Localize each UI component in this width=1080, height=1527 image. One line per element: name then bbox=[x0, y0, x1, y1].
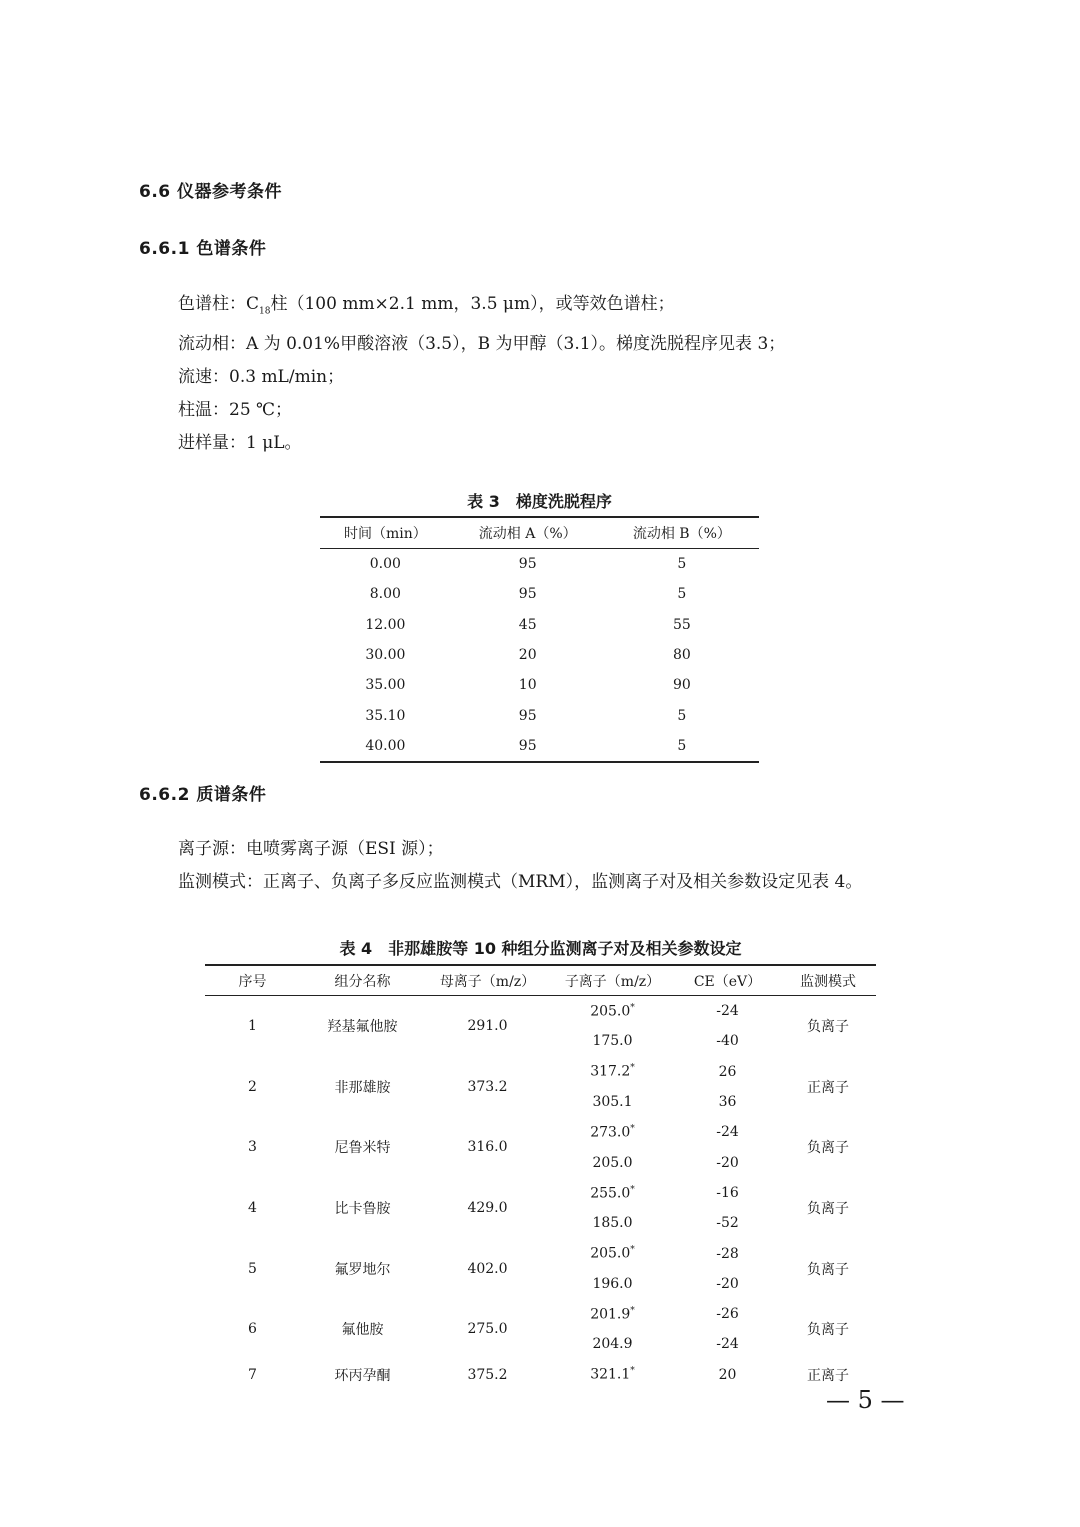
table-row bbox=[205, 1238, 876, 1268]
daughter-ion: 205.0* bbox=[590, 1002, 635, 1020]
compound-name: 羟基氟他胺 bbox=[327, 1019, 398, 1036]
row-number: 3 bbox=[248, 1139, 257, 1156]
monitor-mode: 负离子 bbox=[807, 1019, 849, 1036]
compound-name: 环丙孕酮 bbox=[334, 1367, 391, 1384]
compound-name: 氟他胺 bbox=[341, 1322, 384, 1339]
table-row bbox=[320, 670, 759, 700]
collision-energy: -52 bbox=[716, 1215, 739, 1232]
quantitative-ion-mark: * bbox=[630, 1124, 635, 1134]
table-header-row bbox=[320, 517, 759, 549]
monitor-mode: 负离子 bbox=[807, 1140, 849, 1157]
table-cell: 40.00 bbox=[365, 737, 406, 754]
table-cell: 5 bbox=[677, 737, 687, 754]
ms-conditions bbox=[178, 833, 862, 899]
table-row bbox=[320, 579, 759, 609]
row-number: 2 bbox=[248, 1078, 257, 1095]
collision-energy: -24 bbox=[716, 1124, 739, 1141]
table-cell: 35.10 bbox=[365, 707, 406, 724]
table-cell: 45 bbox=[518, 616, 537, 633]
daughter-ion: 255.0* bbox=[590, 1184, 635, 1202]
parent-ion: 291.0 bbox=[467, 1018, 508, 1035]
quantitative-ion-mark: * bbox=[630, 1184, 635, 1195]
monitor-mode: 负离子 bbox=[807, 1322, 849, 1339]
row-number: 4 bbox=[248, 1200, 257, 1217]
collision-energy: -24 bbox=[716, 1336, 739, 1353]
parent-ion: 373.2 bbox=[467, 1078, 508, 1095]
table-header: 序号 bbox=[238, 973, 267, 990]
parent-ion: 402.0 bbox=[467, 1260, 508, 1277]
daughter-ion: 196.0 bbox=[592, 1275, 633, 1292]
column-line: 色谱柱：$C_{18}$柱（100 mm×2.1 mm，3.5 μm），或等效色谱柱； bbox=[178, 294, 675, 317]
compound-name: 尼鲁米特 bbox=[334, 1140, 391, 1157]
table-cell: 0.00 bbox=[369, 556, 401, 573]
table-cell: 95 bbox=[518, 707, 537, 724]
parent-ion: 316.0 bbox=[467, 1139, 508, 1156]
table-header-row bbox=[205, 965, 876, 996]
table-cell: 20 bbox=[518, 647, 537, 664]
ion-source-line: 离子源：电喷雾离子源（ESI 源）； bbox=[178, 839, 444, 859]
collision-energy: -16 bbox=[716, 1184, 739, 1201]
ion-pair-table bbox=[205, 964, 876, 1390]
collision-energy: -24 bbox=[716, 1003, 739, 1020]
monitor-mode: 负离子 bbox=[807, 1201, 849, 1218]
column-temperature-line: 柱温：25 ℃； bbox=[178, 400, 293, 421]
table-header: 子离子（m/z） bbox=[564, 973, 661, 990]
quantitative-ion-mark: * bbox=[630, 1305, 635, 1316]
daughter-ion: 273.0* bbox=[590, 1124, 635, 1141]
daughter-ion: 317.2* bbox=[590, 1063, 635, 1081]
section-heading-6-6-1: 6.6.1 色谱条件 bbox=[139, 239, 267, 259]
table-row bbox=[320, 640, 759, 670]
collision-energy: -26 bbox=[716, 1306, 739, 1323]
parent-ion: 275.0 bbox=[467, 1321, 508, 1338]
collision-energy: -28 bbox=[716, 1245, 739, 1262]
collision-energy: -20 bbox=[716, 1154, 739, 1171]
daughter-ion: 321.1* bbox=[590, 1366, 635, 1384]
row-number: 5 bbox=[248, 1260, 257, 1277]
injection-volume-line: 进样量：1 μL。 bbox=[178, 433, 302, 454]
gradient-table bbox=[320, 516, 759, 763]
daughter-ion: 185.0 bbox=[592, 1215, 633, 1232]
collision-energy: -40 bbox=[716, 1033, 739, 1050]
table-cell: 55 bbox=[672, 616, 691, 633]
table-row bbox=[205, 1178, 876, 1208]
compound-name: 比卡鲁胺 bbox=[334, 1201, 391, 1218]
table-cell: 80 bbox=[672, 647, 691, 664]
table-cell: 30.00 bbox=[365, 647, 406, 664]
table-row bbox=[320, 610, 759, 640]
monitor-mode: 正离子 bbox=[807, 1367, 849, 1384]
table-row bbox=[205, 1360, 876, 1390]
table-header: CE（eV） bbox=[693, 973, 762, 990]
table-row bbox=[205, 1117, 876, 1147]
table-cell: 5 bbox=[677, 586, 687, 603]
table-cell: 12.00 bbox=[365, 616, 406, 633]
row-number: 6 bbox=[248, 1321, 257, 1338]
monitor-mode-line: 监测模式：正离子、负离子多反应监测模式（MRM），监测离子对及相关参数设定见表 4。 bbox=[178, 872, 863, 892]
compound-name: 氟罗地尔 bbox=[334, 1261, 391, 1278]
table-header: 流动相 B（%） bbox=[632, 526, 731, 542]
monitor-mode: 正离子 bbox=[807, 1079, 849, 1096]
mobile-phase-line: 流动相：A 为 0.01%甲酸溶液（3.5），B 为甲醇（3.1）。梯度洗脱程序见表 3； bbox=[178, 334, 786, 355]
flow-rate-line: 流速：0.3 mL/min； bbox=[178, 367, 345, 388]
table-row bbox=[320, 549, 759, 580]
table-cell: 90 bbox=[672, 677, 691, 694]
daughter-ion: 175.0 bbox=[592, 1033, 633, 1050]
row-number: 1 bbox=[248, 1018, 257, 1035]
quantitative-ion-mark: * bbox=[630, 1063, 635, 1074]
table-cell: 95 bbox=[518, 586, 537, 603]
chromatography-conditions bbox=[178, 288, 785, 460]
table3-caption: 表 3 梯度洗脱程序 bbox=[467, 492, 612, 511]
parent-ion: 375.2 bbox=[467, 1366, 508, 1383]
section-heading-6-6-2: 6.6.2 质谱条件 bbox=[139, 785, 267, 805]
table-cell: 10 bbox=[518, 677, 537, 694]
parent-ion: 429.0 bbox=[467, 1200, 508, 1217]
table-cell: 5 bbox=[677, 707, 687, 724]
section-heading-6-6: 6.6 仪器参考条件 bbox=[139, 182, 283, 202]
daughter-ion: 305.1 bbox=[592, 1094, 633, 1111]
monitor-mode: 负离子 bbox=[807, 1261, 849, 1278]
daughter-ion: 201.9* bbox=[590, 1305, 635, 1323]
table-cell: 8.00 bbox=[369, 586, 401, 603]
quantitative-ion-mark: * bbox=[630, 1245, 635, 1256]
daughter-ion: 204.9 bbox=[592, 1336, 633, 1353]
compound-name: 非那雄胺 bbox=[334, 1079, 391, 1096]
table-header: 流动相 A（%） bbox=[478, 526, 577, 542]
row-number: 7 bbox=[248, 1366, 257, 1383]
quantitative-ion-mark: * bbox=[630, 1002, 635, 1013]
collision-energy: -20 bbox=[716, 1275, 739, 1292]
table-row bbox=[205, 996, 876, 1027]
table-row bbox=[320, 700, 759, 730]
collision-energy: 36 bbox=[718, 1094, 737, 1111]
collision-energy: 20 bbox=[718, 1366, 737, 1383]
table-cell: 95 bbox=[518, 556, 537, 573]
daughter-ion: 205.0* bbox=[590, 1245, 635, 1262]
page-number: — 5 — bbox=[826, 1386, 905, 1414]
daughter-ion: 205.0 bbox=[592, 1154, 633, 1171]
table-row bbox=[205, 1057, 876, 1087]
table-header: 组分名称 bbox=[334, 973, 391, 990]
table-header: 监测模式 bbox=[800, 973, 856, 990]
table-cell: 95 bbox=[518, 737, 537, 754]
quantitative-ion-mark: * bbox=[630, 1366, 635, 1377]
table-cell: 35.00 bbox=[365, 677, 406, 694]
table-row bbox=[320, 731, 759, 762]
collision-energy: 26 bbox=[718, 1063, 737, 1080]
table-header: 母离子（m/z） bbox=[439, 973, 536, 990]
table-cell: 5 bbox=[677, 556, 687, 573]
table-header: 时间（min） bbox=[343, 526, 427, 542]
table4-caption: 表 4 非那雄胺等 10 种组分监测离子对及相关参数设定 bbox=[339, 939, 742, 958]
table-row bbox=[205, 1299, 876, 1329]
